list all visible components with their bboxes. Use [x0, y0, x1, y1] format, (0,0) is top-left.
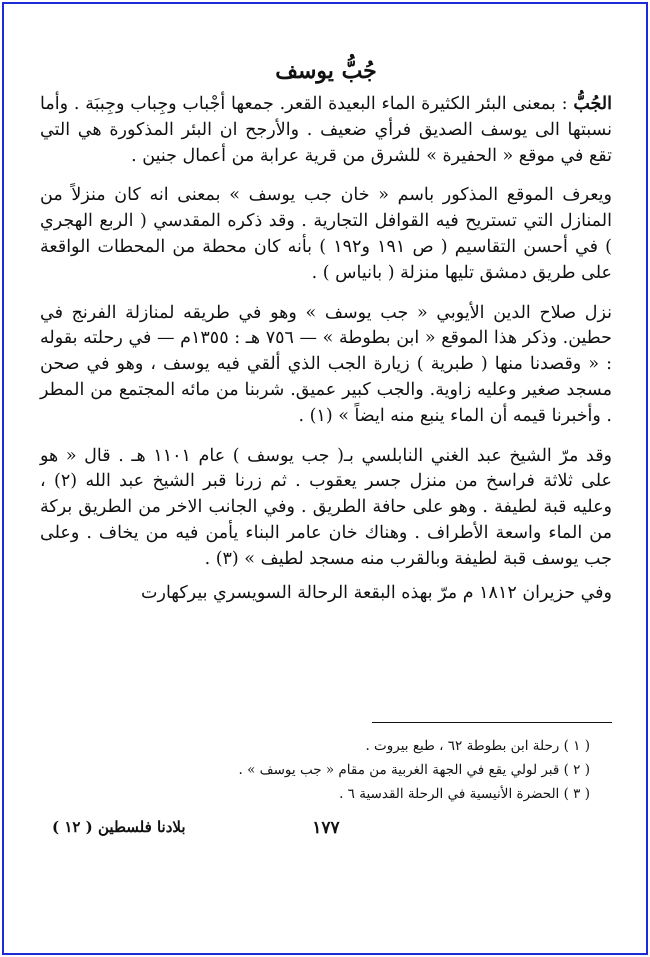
paragraph-text: وقد مرّ الشيخ عبد الغني النابلسي بـ( جب يوسف ) عام ١١٠١ هـ . قال « هو على ثلاثة فراسخ من منزل جسر يعقوب . ثم زرنا قبر الشيخ عبد الله (٢) ، وعليه قبة لطيفة . وهو على حافة الطريق . وفي الجانب الاخر من الطريق بركة من الماء واسعة الأطراف . وهناك خان عامر البناء يأمن فيه من يخاف . وعلى جب يوسف قبة لطيفة وبالقرب منه مسجد لطيف » (٣) .: [40, 445, 613, 569]
footnote: ( ٣ ) الحضرة الأنيسية في الرحلة القدسية ٦ .: [339, 786, 590, 802]
document-page: [40, 0, 612, 957]
paragraph: [40, 92, 612, 169]
footnotes: [40, 734, 590, 806]
paragraph: [40, 301, 612, 430]
footnote: ( ١ ) رحلة ابن بطوطة ٦٢ ، طبع بيروت .: [365, 738, 590, 754]
paragraph: [40, 444, 612, 573]
paragraph: [40, 183, 612, 286]
paragraph: [40, 581, 612, 607]
page-number: ١٧٧: [312, 818, 340, 838]
paragraph-text: وفي حزيران ١٨١٢ م مرّ بهذه البقعة الرحالة السويسري بيركهارت: [141, 582, 612, 603]
paragraph-lead: الجُبُّ: [573, 94, 612, 114]
series-label: بلادنا فلسطين ( ١٢ ): [52, 818, 186, 836]
paragraph-text: : بمعنى البئر الكثيرة الماء البعيدة القعر. جمعها أجْباب وجِباب وجِببَة . وأما نسبتها الى يوسف الصديق فرأي ضعيف . والأرجح ان البئر المذكورة هي التي تقع في موقع « الحفيرة » للشرق من قرية عرابة من أعمال جنين .: [40, 94, 612, 166]
paragraph-text: نزل صلاح الدين الأيوبي « جب يوسف » وهو في طريقه لمنازلة الفرنج في حطين. وذكر هذا الموقع « ابن بطوطة » — ٧٥٦ هـ : ١٣٥٥م — في رحلته بقوله : « وقصدنا منها ( طبرية ) زيارة الجب الذي ألقي فيه يوسف ، وهو في صحن مسجد صغير وعليه زاوية. والجب كبير عميق. شربنا من مائه المجتمع من المطر . وأخبرنا قيمه أن الماء ينبع منه ايضاً » (١) .: [40, 302, 612, 426]
footnote-divider: [372, 722, 612, 723]
page-footer: [40, 818, 612, 842]
paragraph-text: ويعرف الموقع المذكور باسم « خان جب يوسف » بمعنى انه كان منزلاً من المنازل التي تستريح فيه القوافل التجارية . وقد ذكره المقدسي ( الربع الهجري ) في أحسن التقاسيم ( ص ١٩١ و١٩٢ ) بأنه كان محطة من المحطات الواقعة على طريق دمشق تليها منزلة ( بانياس ) .: [40, 185, 612, 283]
body-text: [40, 92, 612, 620]
footnote: ( ٢ ) قبر لولي يقع في الجهة الغربية من مقام « جب يوسف » .: [238, 762, 590, 778]
page-title: جُبُّ يوسف: [275, 58, 377, 84]
